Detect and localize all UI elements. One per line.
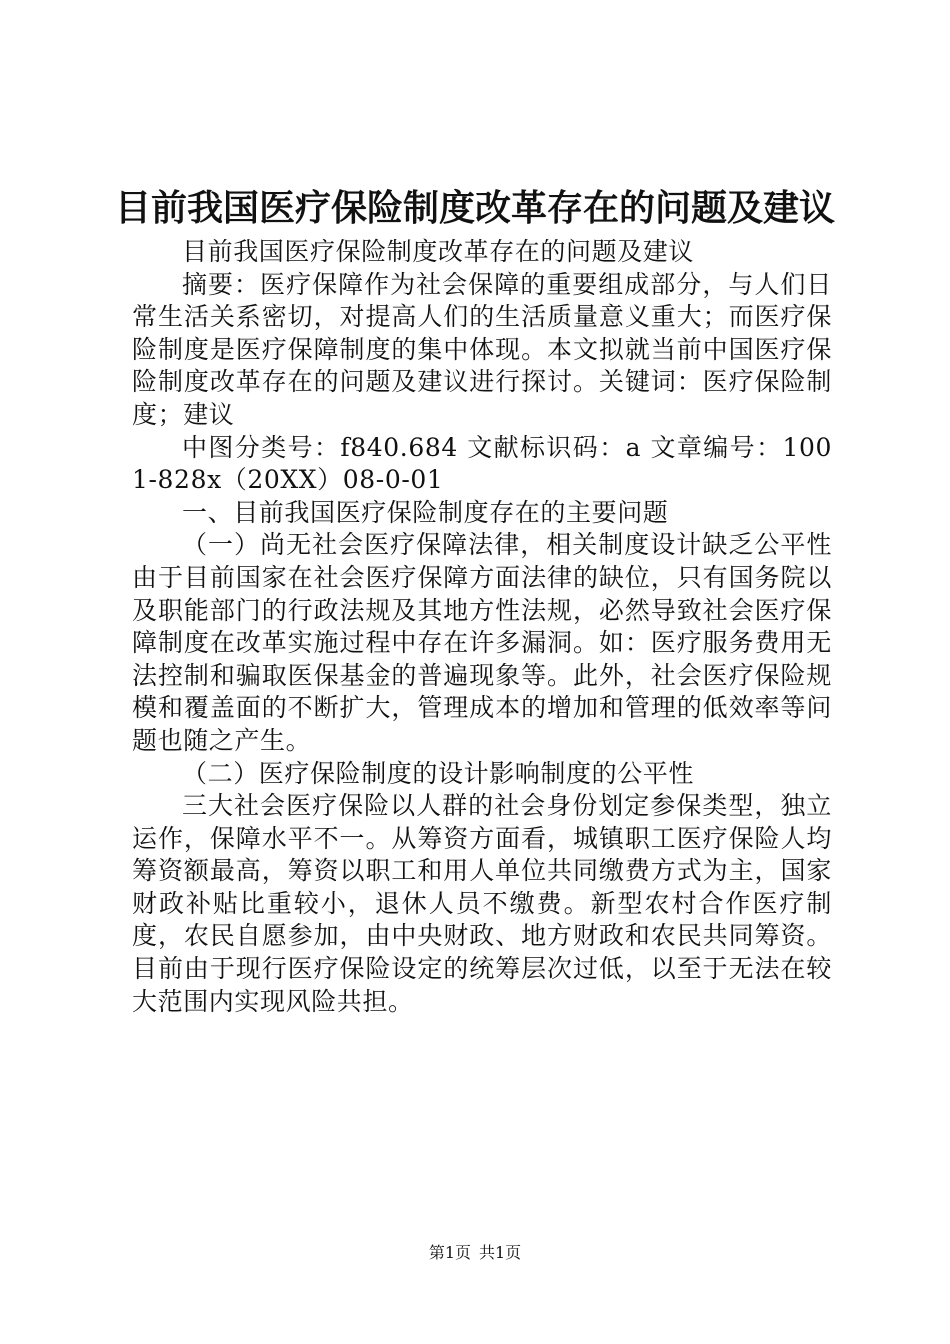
page-number-current: 第1页 bbox=[428, 1243, 471, 1262]
document-title: 目前我国医疗保险制度改革存在的问题及建议 bbox=[114, 188, 835, 229]
paragraph-classification: 中图分类号：f840.684 文献标识码：a 文章编号：1001-828x（20XX）08-0-01 bbox=[132, 432, 832, 495]
page-number-total: 共1页 bbox=[479, 1243, 522, 1262]
page-footer bbox=[0, 1241, 950, 1265]
paragraph-subtitle: 目前我国医疗保险制度改革存在的问题及建议 bbox=[182, 237, 695, 266]
section-heading-1-2: （二）医疗保险制度的设计影响制度的公平性 bbox=[182, 758, 695, 788]
document-body bbox=[132, 236, 832, 1018]
section-heading-1: 一、目前我国医疗保险制度存在的主要问题 bbox=[182, 497, 669, 527]
paragraph-abstract: 摘要：医疗保障作为社会保障的重要组成部分，与人们日常生活关系密切，对提高人们的生活质量意义重大；而医疗保险制度是医疗保障制度的集中体现。本文拟就当前中国医疗保险制度改革存在的问题及建议进行探讨。关键词：医疗保险制度；建议 bbox=[132, 269, 832, 429]
paragraph-section-1-1: （一）尚无社会医疗保障法律，相关制度设计缺乏公平性由于目前国家在社会医疗保障方面法律的缺位，只有国务院以及职能部门的行政法规及其地方性法规，必然导致社会医疗保障制度在改革实施过程中存在许多漏洞。如：医疗服务费用无法控制和骗取医保基金的普遍现象等。此外，社会医疗保险规模和覆盖面的不断扩大，管理成本的增加和管理的低效率等问题也随之产生。 bbox=[132, 530, 832, 755]
paragraph-section-1-2: 三大社会医疗保险以人群的社会身份划定参保类型，独立运作，保障水平不一。从筹资方面看，城镇职工医疗保险人均筹资额最高，筹资以职工和用人单位共同缴费方式为主，国家财政补贴比重较小，退休人员不缴费。新型农村合作医疗制度，农民自愿参加，由中央财政、地方财政和农民共同筹资。目前由于现行医疗保险设定的统筹层次过低，以至于无法在较大范围内实现风险共担。 bbox=[132, 791, 832, 1016]
